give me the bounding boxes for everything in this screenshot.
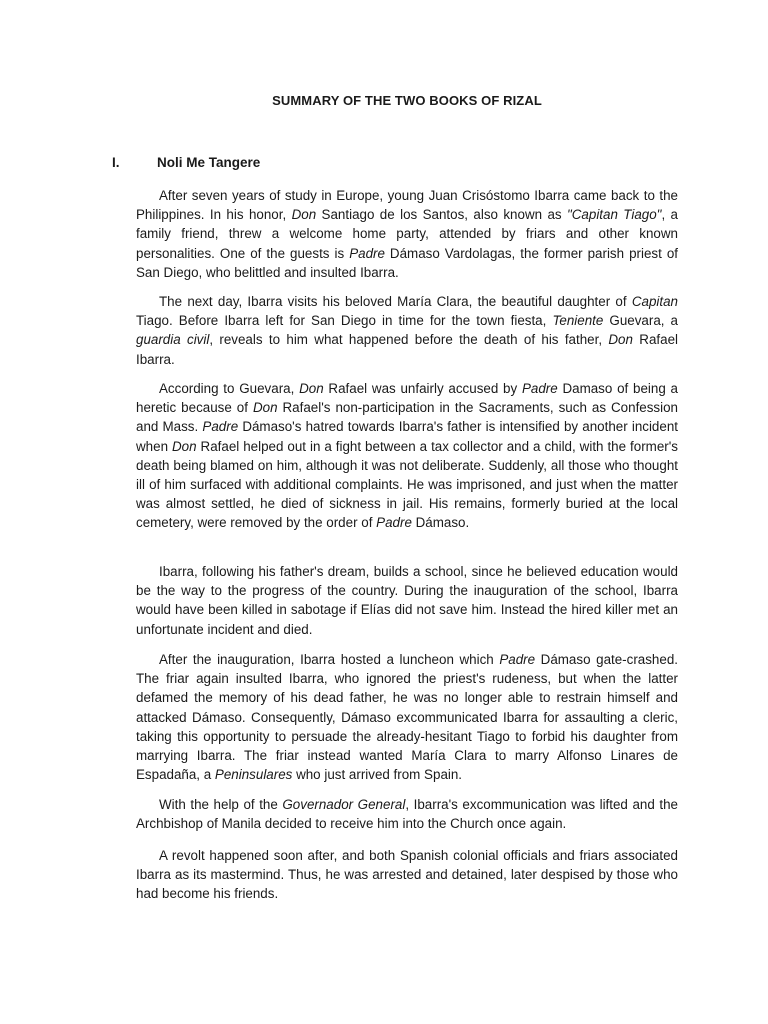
- paragraph: With the help of the Governador General, Ibarra's excommunication was lifted and the Archbishop of Manila decided to receive him into the Church once again.: [136, 797, 678, 832]
- italic-term: Capitan: [631, 294, 678, 309]
- italic-term: Padre: [349, 245, 385, 261]
- paragraph: The next day, Ibarra visits his beloved María Clara, the beautiful daughter of Capitan Tiago. Before Ibarra left for San Diego in time for the town fiesta, Teniente Guevara, a guardia civil, reveals to him what happened before the death of his father, Don Rafael Ibarra.: [136, 294, 679, 367]
- section-number: I.: [112, 155, 120, 170]
- italic-term: Padre: [376, 515, 412, 531]
- italic-term: Padre: [202, 419, 239, 435]
- italic-term: Padre: [499, 652, 536, 667]
- paragraph: After seven years of study in Europe, young Juan Crisóstomo Ibarra came back to the Philippines. In his honor, Don Santiago de los Santos, also known as "Capitan Tiago", a family friend, threw a welcome home party, attended by friars and other known personalities. One of the guests is Padre Dámaso Vardolagas, the former parish priest of San Diego, who belittled and insulted Ibarra.: [136, 188, 679, 280]
- italic-term: Peninsulares: [214, 767, 293, 783]
- paragraph: After the inauguration, Ibarra hosted a luncheon which Padre Dámaso gate-crashed. The friar again insulted Ibarra, who ignored the priest's rudeness, but when the latter defamed the memory of his dead father, he was no longer able to restrain himself and attacked Dámaso. Consequently, Dámaso excommunicated Ibarra for assaulting a cleric, taking this opportunity to persuade the already-hesitant Tiago to forbid his daughter from marrying Ibarra. The friar instead wanted María Clara to marry Alfonso Linares de Espadaña, a Peninsulares who just arrived from Spain.: [136, 652, 678, 783]
- italic-term: Don: [291, 207, 317, 223]
- italic-term: "Capitan Tiago": [567, 207, 662, 223]
- paragraph: Ibarra, following his father's dream, builds a school, since he believed education would be the way to the progress of the country. During the inauguration of the school, Ibarra would have been killed in sabotage if Elías did not save him. Instead the hired killer met an unfortunate incident and died.: [136, 564, 678, 637]
- paragraph: A revolt happened soon after, and both Spanish colonial officials and friars associated Ibarra as its mastermind. Thus, he was arrested and detained, later despised by those who had become his friends.: [136, 848, 678, 902]
- section-heading: [112, 155, 678, 170]
- italic-term: guardia civil: [136, 332, 210, 348]
- italic-term: Don: [608, 332, 633, 348]
- paragraph: According to Guevara, Don Rafael was unfairly accused by Padre Damaso of being a heretic because of Don Rafael's non-participation in the Sacraments, such as Confession and Mass. Padre Dámaso's hatred towards Ibarra's father is intensified by another incident when Don Rafael helped out in a fight between a tax collector and a child, with the former's death being blamed on him, although it was not deliberate. Suddenly, all those who thought ill of him surfaced with additional complaints. He was imprisoned, and just when the matter was almost settled, he died of sickness in jail. His remains, formerly buried at the local cemetery, were removed by the order of Padre Dámaso.: [136, 381, 678, 531]
- italic-term: Don: [252, 400, 278, 416]
- italic-term: Teniente: [552, 313, 604, 329]
- italic-term: Padre: [521, 381, 558, 396]
- section-title: Noli Me Tangere: [157, 155, 261, 170]
- document-page: [112, 0, 679, 1024]
- document-title: SUMMARY OF THE TWO BOOKS OF RIZAL: [272, 93, 542, 108]
- italic-term: Don: [171, 438, 197, 454]
- italic-term: Governador General: [282, 797, 406, 812]
- italic-term: Don: [299, 381, 324, 396]
